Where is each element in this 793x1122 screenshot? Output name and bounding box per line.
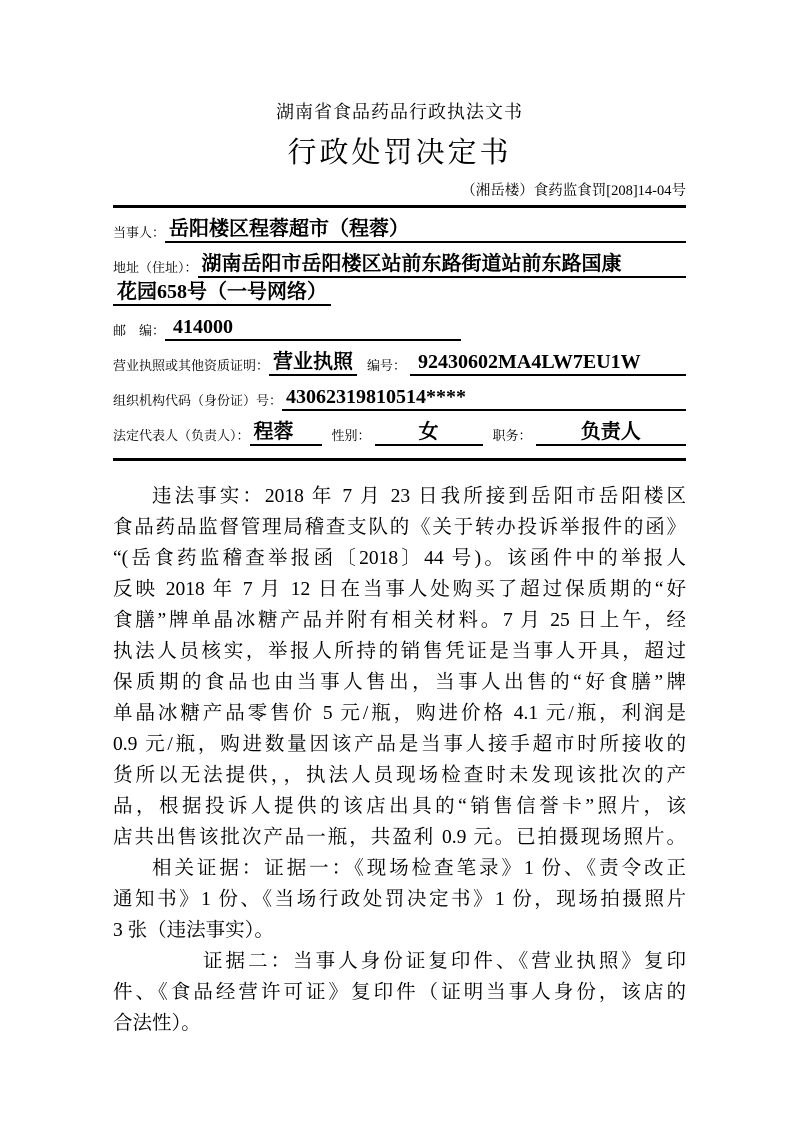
field-party bbox=[113, 217, 686, 243]
field-license bbox=[113, 350, 686, 376]
field-org-code bbox=[113, 385, 686, 411]
body-line: 违法事实：2018 年 7 月 23 日我所接到岳阳市岳阳楼区 bbox=[152, 486, 686, 507]
document-title: 行政处罚决定书 bbox=[287, 137, 512, 169]
body-line: “(岳食药监稽查举报函〔2018〕44 号)。该函件中的举报人 bbox=[113, 548, 686, 569]
body-line: 单晶冰糖产品零售价 5 元/瓶，购进价格 4.1 元/瓶，利润是 bbox=[113, 703, 686, 724]
body-line: 品，根据投诉人提供的该店出具的“销售信誉卡”照片，该 bbox=[113, 796, 686, 817]
field-postcode-value: 414000 bbox=[165, 315, 461, 341]
field-legal-rep bbox=[113, 420, 686, 446]
body-line: 反映 2018 年 7 月 12 日在当事人处购买了超过保质期的“好 bbox=[113, 579, 686, 600]
field-address-value-line1: 湖南岳阳市岳阳楼区站前东路街道站前东路国康 bbox=[198, 252, 686, 278]
field-legal-rep-value: 程蓉 bbox=[250, 420, 322, 446]
body-line: 执法人员核实，举报人所持的销售凭证是当事人开具，超过 bbox=[113, 641, 686, 662]
body-line: 通知书》1 份、《当场行政处罚决定书》1 份，现场拍摄照片 bbox=[113, 889, 686, 910]
field-org-code-value: 43062319810514**** bbox=[282, 385, 686, 411]
field-legal-rep-label: 法定代表人（负责人）： bbox=[113, 428, 250, 443]
field-org-code-label: 组织机构代码（身份证）号： bbox=[113, 393, 283, 408]
field-postcode bbox=[113, 315, 686, 341]
field-title-label: 职务： bbox=[492, 428, 532, 443]
document-type-heading: 湖南省食品药品行政执法文书 bbox=[276, 102, 523, 122]
body-line: 0.9 元/瓶，购进数量因该产品是当事人接手超市时所接收的 bbox=[113, 734, 686, 755]
field-title-value: 负责人 bbox=[536, 420, 686, 446]
document-content bbox=[113, 102, 686, 1039]
body-line: 相关证据：证据一：《现场检查笔录》1 份、《责令改正 bbox=[152, 858, 686, 879]
divider-bottom bbox=[113, 458, 686, 461]
field-license-number-value: 92430602MA4LW7EU1W bbox=[410, 350, 686, 376]
body-line: 合法性）。 bbox=[113, 1013, 201, 1034]
body-line: 货所以无法提供，，执法人员现场检查时未发现该批次的产 bbox=[113, 765, 686, 786]
field-party-label: 当事人： bbox=[113, 225, 166, 240]
field-gender-label: 性别： bbox=[331, 428, 371, 443]
field-license-value: 营业执照 bbox=[269, 350, 357, 376]
field-address-label: 地址（住址）： bbox=[113, 260, 198, 275]
field-party-value: 岳阳楼区程蓉超市（程蓉） bbox=[165, 217, 686, 243]
body-line: 件、《食品经营许可证》复印件（证明当事人身份，该店的 bbox=[113, 982, 686, 1003]
field-address-continuation bbox=[113, 280, 686, 306]
field-address bbox=[113, 252, 686, 278]
body-line: 店共出售该批次产品一瓶，共盈利 0.9 元。已拍摄现场照片。 bbox=[113, 827, 686, 848]
body-line: 3 张（违法事实）。 bbox=[113, 920, 274, 941]
body-section bbox=[113, 481, 686, 1039]
field-postcode-label: 邮 编： bbox=[113, 323, 166, 338]
divider-top bbox=[113, 205, 686, 208]
field-license-number-label: 编号： bbox=[367, 358, 407, 373]
body-line: 食品药品监督管理局稽查支队的《关于转办投诉举报件的函》 bbox=[113, 517, 686, 538]
document-number: （湘岳楼）食药监食罚[208]14-04号 bbox=[461, 183, 686, 199]
field-license-label: 营业执照或其他资质证明： bbox=[113, 358, 270, 373]
body-line: 保质期的食品也由当事人售出，当事人出售的“好食膳”牌 bbox=[113, 672, 686, 693]
body-line: 食膳”牌单晶冰糖产品并附有相关材料。7 月 25 日上午，经 bbox=[113, 610, 686, 631]
field-gender-value: 女 bbox=[375, 420, 483, 446]
party-info-form bbox=[113, 217, 686, 446]
body-line: 证据二：当事人身份证复印件、《营业执照》复印 bbox=[203, 951, 686, 972]
field-address-value-line2: 花园658号（一号网络） bbox=[113, 280, 331, 306]
